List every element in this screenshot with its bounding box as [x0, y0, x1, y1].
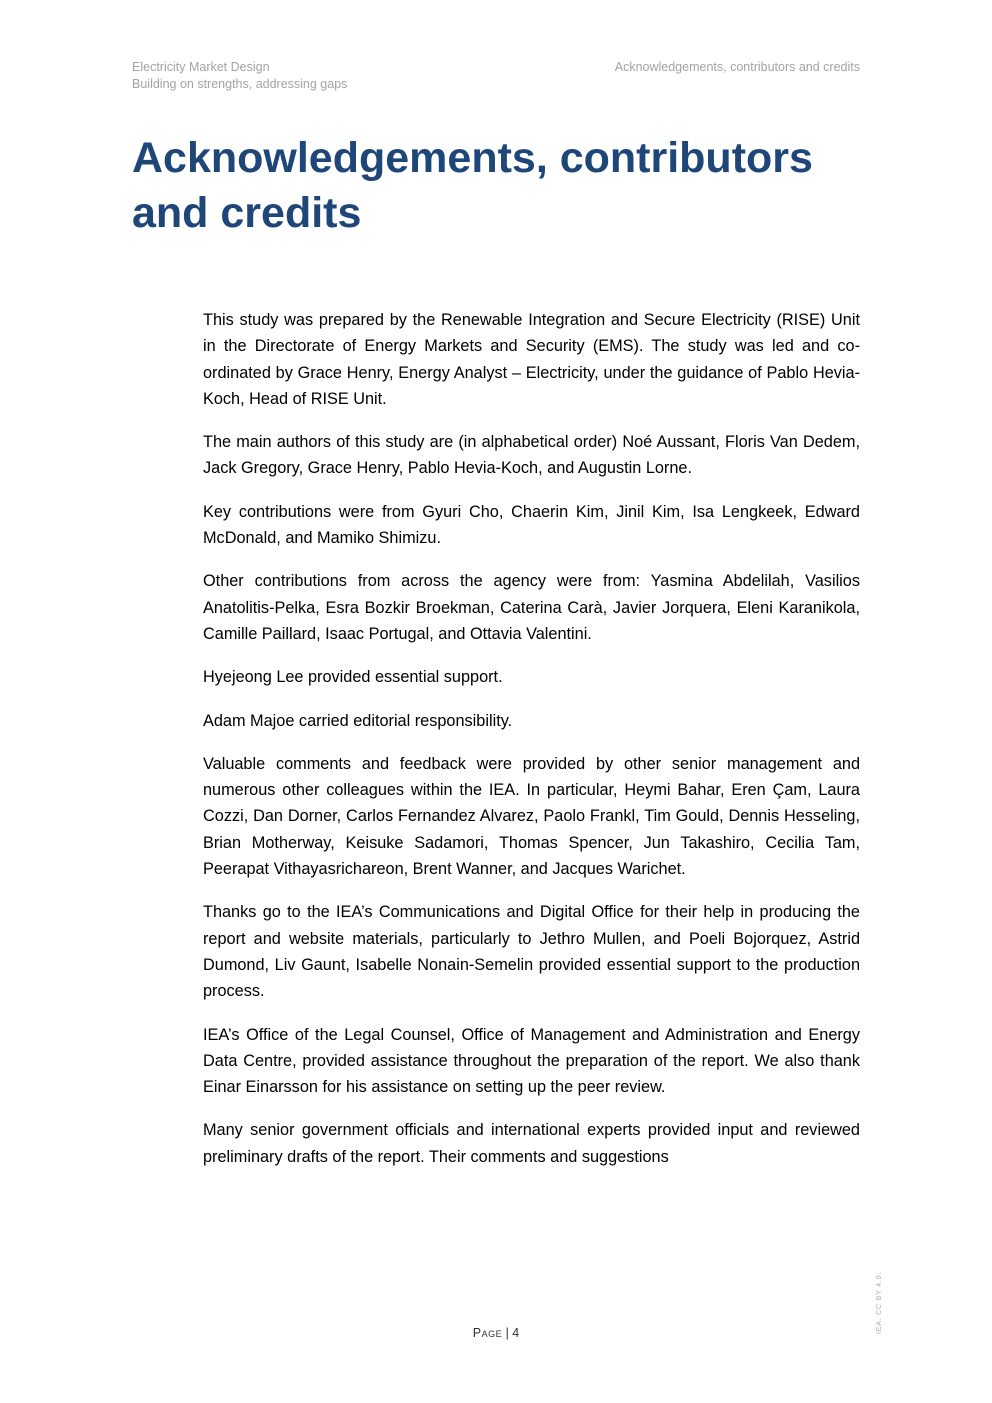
- paragraph-study-preparation: This study was prepared by the Renewable Integration and Secure Electricity (RISE) Unit in the Directorate of Energy Markets and Security (EMS). The study was led and co-ordinated by Grace Henry, Energy Analyst – Electricity, under the guidance of Pablo Hevia-Koch, Head of RISE Unit.: [203, 311, 860, 408]
- paragraph-editorial: Adam Majoe carried editorial responsibility.: [203, 711, 513, 730]
- page-title-line-1: Acknowledgements, contributors: [132, 134, 813, 182]
- body-text: [203, 307, 860, 1187]
- paragraph-key-contributions: Key contributions were from Gyuri Cho, Chaerin Kim, Jinil Kim, Isa Lengkeek, Edward McDonald, and Mamiko Shimizu.: [203, 502, 860, 548]
- paragraph-support: Hyejeong Lee provided essential support.: [203, 668, 503, 687]
- paragraph-communications: Thanks go to the IEA’s Communications and Digital Office for their help in producing the report and website materials, particularly to Jethro Mullen, and Poeli Bojorquez, Astrid Dumond, Liv Gaunt, Isabelle Nonain-Semelin provided essential support to the production process.: [203, 903, 860, 1001]
- page-footer: [0, 1326, 992, 1340]
- report-subtitle: Building on strengths, addressing gaps: [132, 77, 348, 91]
- page-title: [132, 131, 872, 241]
- license-credit: IEA. CC BY 4.0.: [876, 1271, 883, 1334]
- running-header-right: Acknowledgements, contributors and credits: [614, 60, 860, 74]
- page-label: Page: [472, 1326, 503, 1340]
- paragraph-main-authors: The main authors of this study are (in alphabetical order) Noé Aussant, Floris Van Dedem, Jack Gregory, Grace Henry, Pablo Hevia-Koch, and Augustin Lorne.: [203, 433, 860, 478]
- running-header-left: [132, 59, 347, 93]
- page-title-line-2: and credits: [132, 189, 362, 237]
- page-separator: |: [502, 1326, 513, 1340]
- paragraph-other-contributions: Other contributions from across the agency were from: Yasmina Abdelilah, Vasilios Anatolitis-Pelka, Esra Bozkir Broekman, Caterina Carà, Javier Jorquera, Eleni Karanikola, Camille Paillard, Isaac Portugal, and Ottavia Valentini.: [203, 572, 860, 643]
- page-number: 4: [512, 1326, 520, 1340]
- paragraph-legal-counsel: IEA’s Office of the Legal Counsel, Office of Management and Administration and Energy Data Centre, provided assistance throughout the preparation of the report. We also thank Einar Einarsson for his assistance on setting up the peer review.: [203, 1025, 860, 1097]
- report-title: Electricity Market Design: [132, 60, 270, 74]
- paragraph-comments-feedback: Valuable comments and feedback were provided by other senior management and numerous other colleagues within the IEA. In particular, Heymi Bahar, Eren Çam, Laura Cozzi, Dan Dorner, Carlos Fernandez Alvarez, Paolo Frankl, Tim Gould, Dennis Hesseling, Brian Motherway, Keisuke Sadamori, Thomas Spencer, Jun Takashiro, Cecilia Tam, Peerapat Vithayasrichareon, Brent Wanner, and Jacques Warichet.: [203, 754, 860, 879]
- paragraph-peer-reviewers: Many senior government officials and international experts provided input and reviewed preliminary drafts of the report. Their comments and suggestions: [203, 1121, 860, 1166]
